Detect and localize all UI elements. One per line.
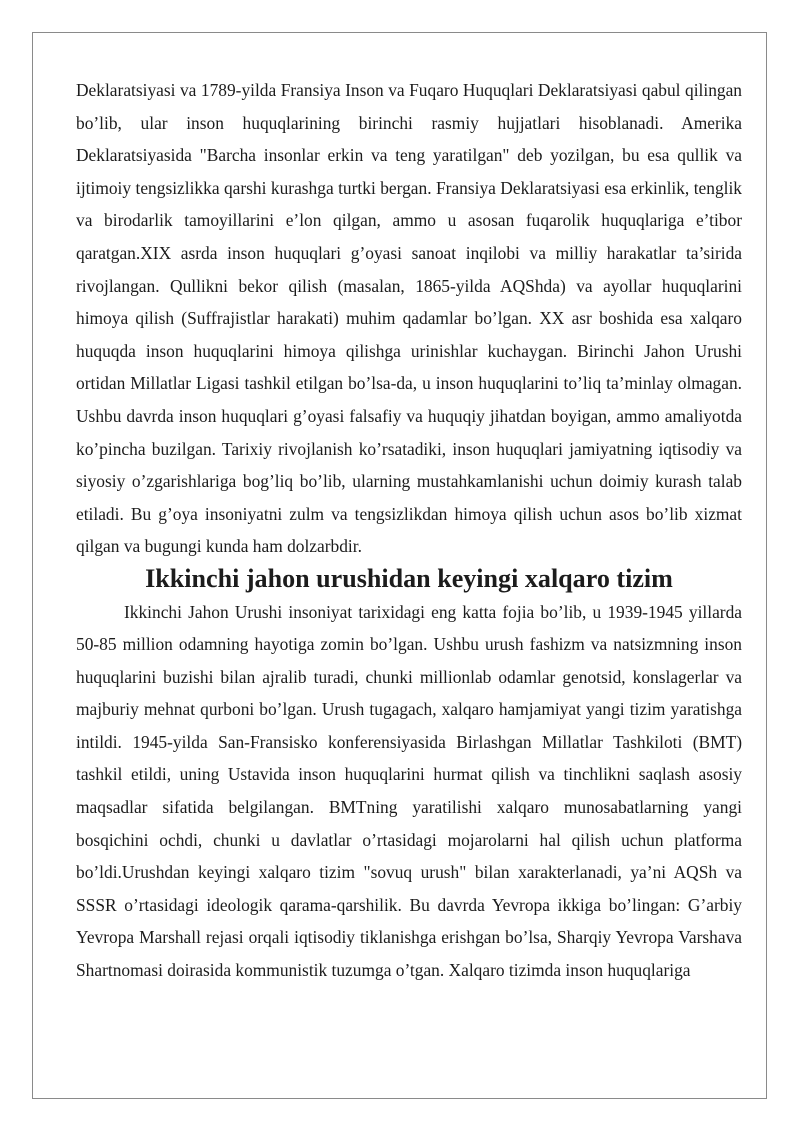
document-body [76,74,742,987]
paragraph-post-war-system: Ikkinchi Jahon Urushi insoniyat tarixidagi eng katta fojia bo’lib, u 1939-1945 yillarda 50-85 million odamning hayotiga zomin bo’lgan. Ushbu urush fashizm va natsizmning inson huquqlarini buzishi bilan ajralib turadi, chunki millionlab odamlar genotsid, konslagerlar va majburiy mehnat qurboni bo’lgan. Urush tugagach, xalqaro hamjamiyat yangi tizim yaratishga intildi. 1945-yilda San-Fransisko konferensiyasida Birlashgan Millatlar Tashkiloti (BMT) tashkil etildi, uning Ustavida inson huquqlarini hurmat qilish va tinchlikni saqlash asosiy maqsadlar sifatida belgilangan. BMTning yaratilishi xalqaro munosabatlarning yangi bosqichini ochdi, chunki u davlatlar o’rtasidagi mojarolarni hal qilish uchun platforma bo’ldi.Urushdan keyingi xalqaro tizim "sovuq urush" bilan xarakterlanadi, ya’ni AQSh va SSSR o’rtasidagi ideologik qarama-qarshilik. Bu davrda Yevropa ikkiga bo’lingan: G’arbiy Yevropa Marshall rejasi orqali iqtisodiy tiklanishga erishgan bo’lsa, Sharqiy Yevropa Varshava Shartnomasi doirasida kommunistik tuzumga o’tgan. Xalqaro tizimda inson huquqlariga [76,601,742,981]
paragraph-human-rights-history: Deklaratsiyasi va 1789-yilda Fransiya Inson va Fuqaro Huquqlari Deklaratsiyasi qabul qilingan bo’lib, ular inson huquqlarining birinchi rasmiy hujjatlari hisoblanadi. Amerika Deklaratsiyasida "Barcha insonlar erkin va teng yaratilgan" deb yozilgan, bu esa qullik va ijtimoiy tengsizlikka qarshi kurashga turtki bergan. Fransiya Deklaratsiyasi esa erkinlik, tenglik va birodarlik tamoyillarini e’lon qilgan, ammo u asosan fuqarolik huquqlariga e’tibor qaratgan.XIX asrda inson huquqlari g’oyasi sanoat inqilobi va milliy harakatlar ta’sirida rivojlangan. Qullikni bekor qilish (masalan, 1865-yilda AQShda) va ayollar huquqlarini himoya qilish (Suffrajistlar harakati) muhim qadamlar bo’lgan. XX asr boshida esa xalqaro huquqda inson huquqlarini himoya qilishga urinishlar kuchaygan. Birinchi Jahon Urushi ortidan Millatlar Ligasi tashkil etilgan bo’lsa-da, u inson huquqlarini to’liq ta’minlay olmagan. Ushbu davrda inson huquqlari g’oyasi falsafiy va huquqiy jihatdan boyigan, ammo amaliyotda ko’pincha buzilgan. Tarixiy rivojlanish ko’rsatadiki, inson huquqlari jamiyatning iqtisodiy va siyosiy o’zgarishlariga bog’liq bo’lib, ularning mustahkamlanishi uchun doimiy kurash talab etiladi. Bu g’oya insoniyatni zulm va tengsizlikdan himoya qilish uchun asos bo’lib xizmat qilgan va bugungi kunda ham dolzarbdir. [76,80,742,557]
section-heading: Ikkinchi jahon urushidan keyingi xalqaro tizim [145,563,673,593]
